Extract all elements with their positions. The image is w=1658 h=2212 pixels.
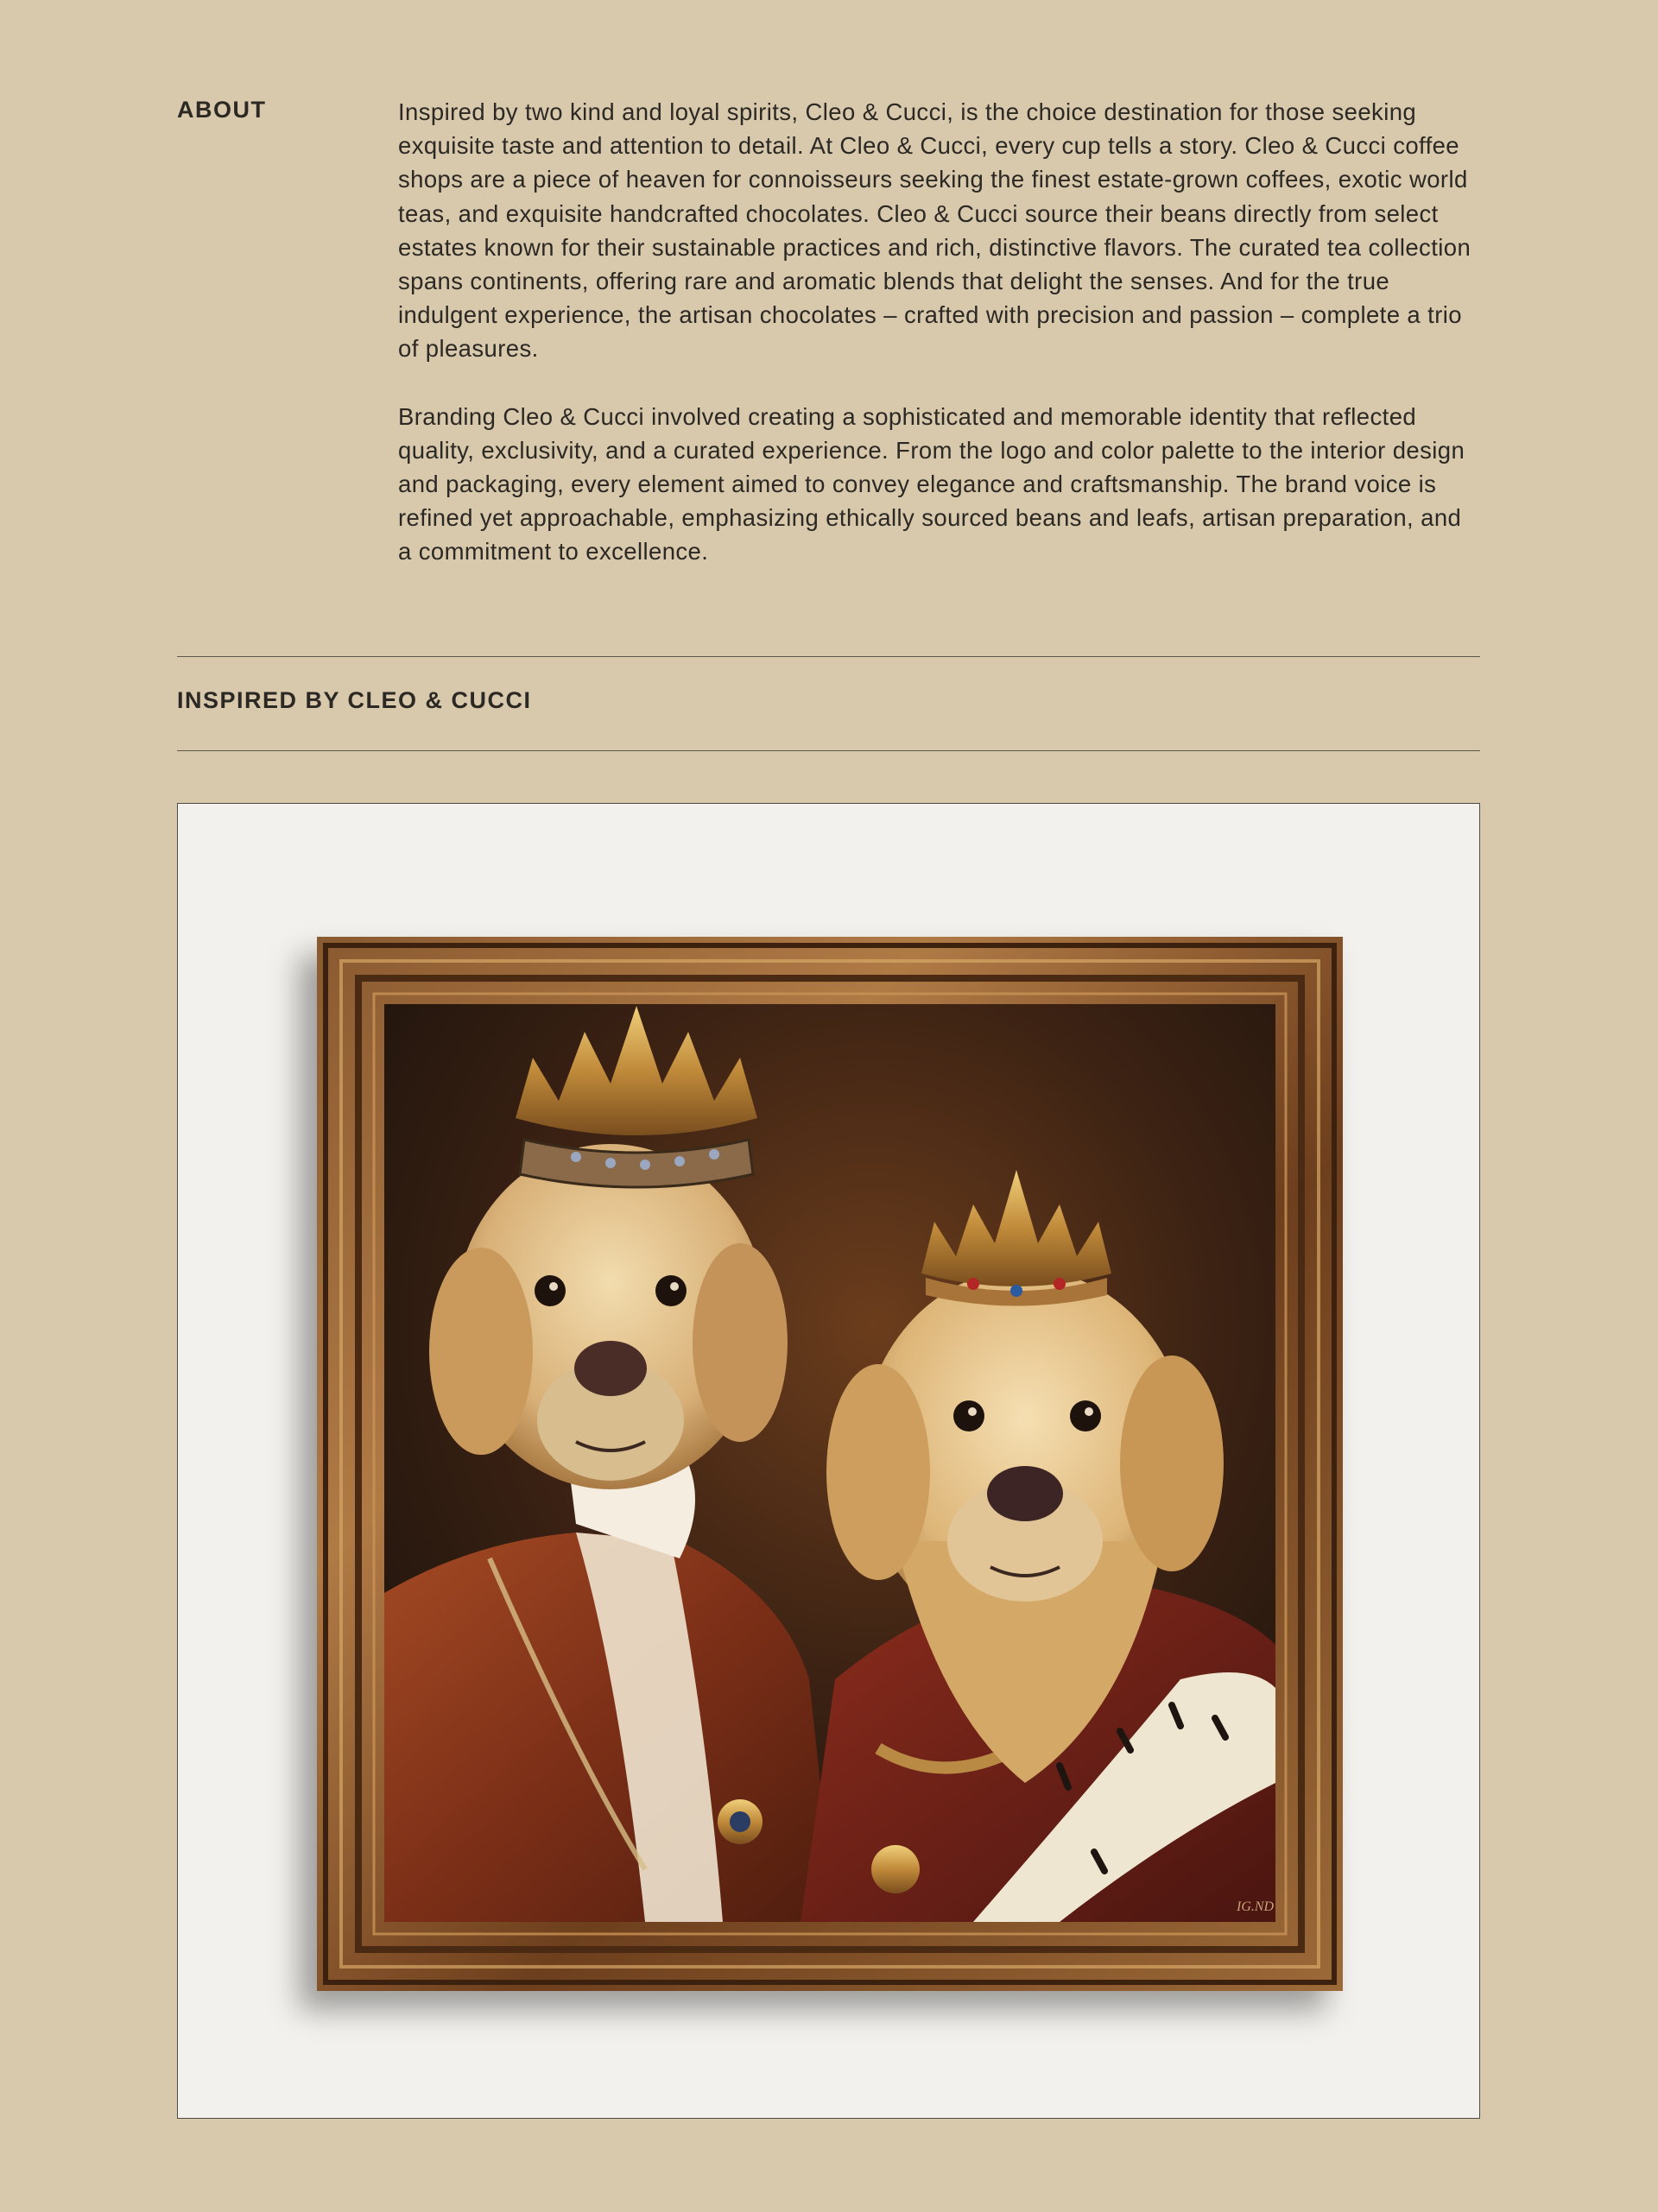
section-divider-bottom [177,750,1480,751]
about-paragraph-2: Branding Cleo & Cucci involved creating a sophisticated and memorable identity that reflected quality, exclusivity, and a curated experience. From the logo and color palette to the interior design and packaging, every element aimed to convey elegance and craftsmanship. The brand voice is refined yet approachable, emphasizing ethically sourced beans and leafs, artisan preparation, and a commitment to excellence. [398,402,1465,566]
framed-dog-portrait [317,937,1343,1991]
inspired-section-title: INSPIRED BY CLEO & CUCCI [177,687,532,713]
about-paragraph-1: Inspired by two kind and loyal spirits, Cleo & Cucci, is the choice destination for those seeking exquisite taste and attention to detail. At Cleo & Cucci, every cup tells a story. Cleo & Cucci coffee shops are a piece of heaven for connoisseurs seeking the finest estate-grown coffees, exotic world teas, and exquisite handcrafted chocolates. Cleo & Cucci source their beans directly from select estates known for their sustainable practices and rich, distinctive flavors. The curated tea collection spans continents, offering rare and aromatic blends that delight the senses. And for the true indulgent experience, the artisan chocolates – crafted with precision and passion – complete a trio of pleasures. [398,98,1471,363]
artwork-panel [177,803,1480,2119]
section-divider-top [177,656,1480,657]
about-heading: ABOUT [177,97,267,123]
about-text [398,95,1478,603]
painting-signature: IG.ND [1237,1899,1275,1914]
